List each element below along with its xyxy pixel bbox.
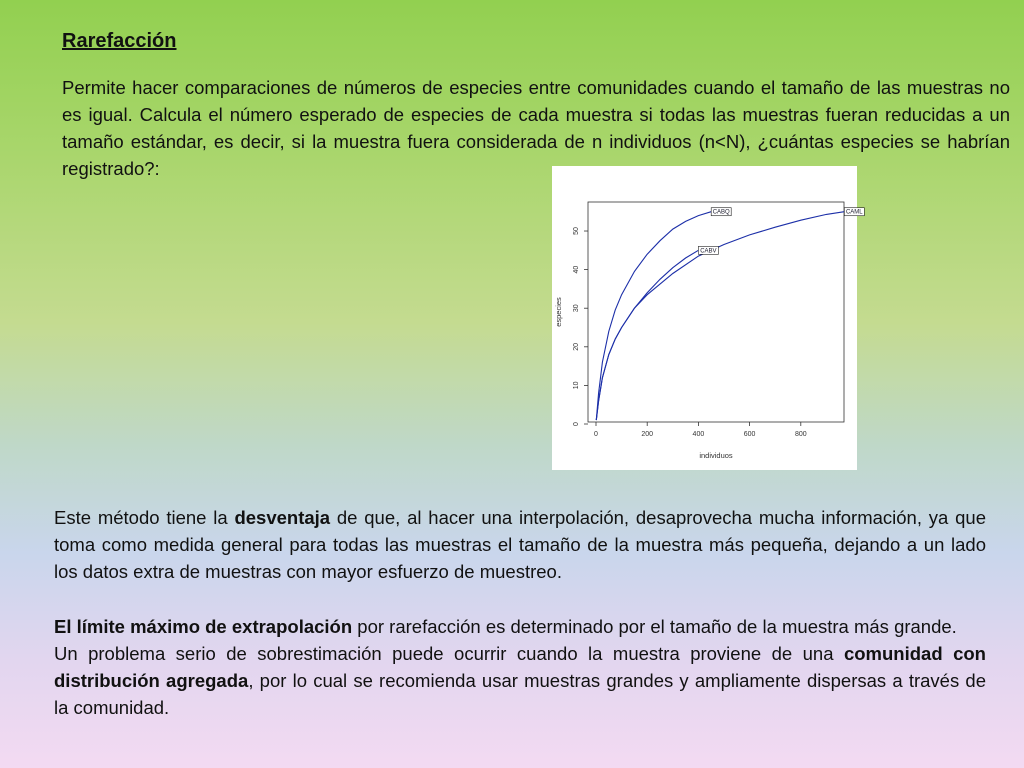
disadvantage-keyword: desventaja — [234, 507, 331, 528]
series-label-text: CABV — [700, 248, 717, 255]
x-tick-label: 600 — [743, 431, 756, 438]
extrapolation-paragraph — [54, 613, 986, 721]
x-tick-label: 0 — [594, 431, 598, 438]
series-line-caml — [596, 209, 844, 420]
disadvantage-text-c: de que, al hacer una interpolación, desaprovecha mucha información, ya que toma como medida general para todas las muestras el tamaño de la muestra más pequeña, dejando a un lado los datos extra de muestras con mayor esfuerzo de muestreo. — [54, 507, 986, 582]
y-tick-label: 40 — [573, 265, 580, 274]
axes-layer — [554, 202, 844, 460]
disadvantage-paragraph — [54, 504, 986, 585]
x-axis-label: individuos — [699, 451, 733, 460]
overestimation-text-c: , por lo cual se recomienda usar muestras grandes y ampliamente dispersas a través de la comunidad. — [54, 670, 986, 718]
disadvantage-text-a: Este método tiene la — [54, 507, 235, 528]
series-label-text: CABQ — [712, 209, 730, 216]
series-line-cabq — [596, 212, 711, 420]
x-tick-label: 800 — [794, 431, 807, 438]
series-label-cabq — [711, 208, 731, 216]
extrapolation-keyword: El límite máximo de extrapolación — [54, 616, 353, 637]
y-tick-label: 0 — [573, 422, 580, 426]
extrapolation-text: por rarefacción es determinado por el tamaño de la muestra más grande. — [352, 616, 957, 637]
y-tick-label: 10 — [573, 381, 580, 390]
rarefaction-chart-svg — [552, 166, 863, 470]
series-label-cabv — [698, 246, 718, 254]
curves-layer — [596, 209, 844, 420]
plot-frame — [588, 202, 844, 422]
y-tick-label: 50 — [573, 227, 580, 235]
y-tick-label: 20 — [573, 342, 580, 351]
intro-paragraph: Permite hacer comparaciones de números de especies entre comunidades cuando el tamaño de las muestras no es igual. Calcula el número esperado de especies de cada muestra si todas las muestras fueran reducidas a un tamaño estándar, es decir, si la muestra fuera considerada de n individuos (n<N), ¿cuántas especies se habrían registrado?: — [62, 77, 1010, 179]
series-label-caml — [844, 208, 864, 216]
y-axis-label: especies — [554, 297, 563, 327]
series-line-cabv — [596, 250, 698, 420]
x-tick-label: 400 — [692, 431, 705, 438]
overestimation-text-a: Un problema serio de sobrestimación puede ocurrir cuando la muestra proviene de una — [54, 643, 844, 664]
curve-labels-layer — [698, 208, 864, 255]
y-tick-label: 30 — [573, 304, 580, 313]
rarefaction-chart — [552, 166, 863, 470]
x-tick-label: 200 — [641, 431, 654, 438]
series-label-text: CAML — [845, 209, 863, 216]
slide-title: Rarefacción — [62, 30, 177, 52]
overestimation-keyword: comunidad con distribución agregada — [54, 643, 986, 691]
